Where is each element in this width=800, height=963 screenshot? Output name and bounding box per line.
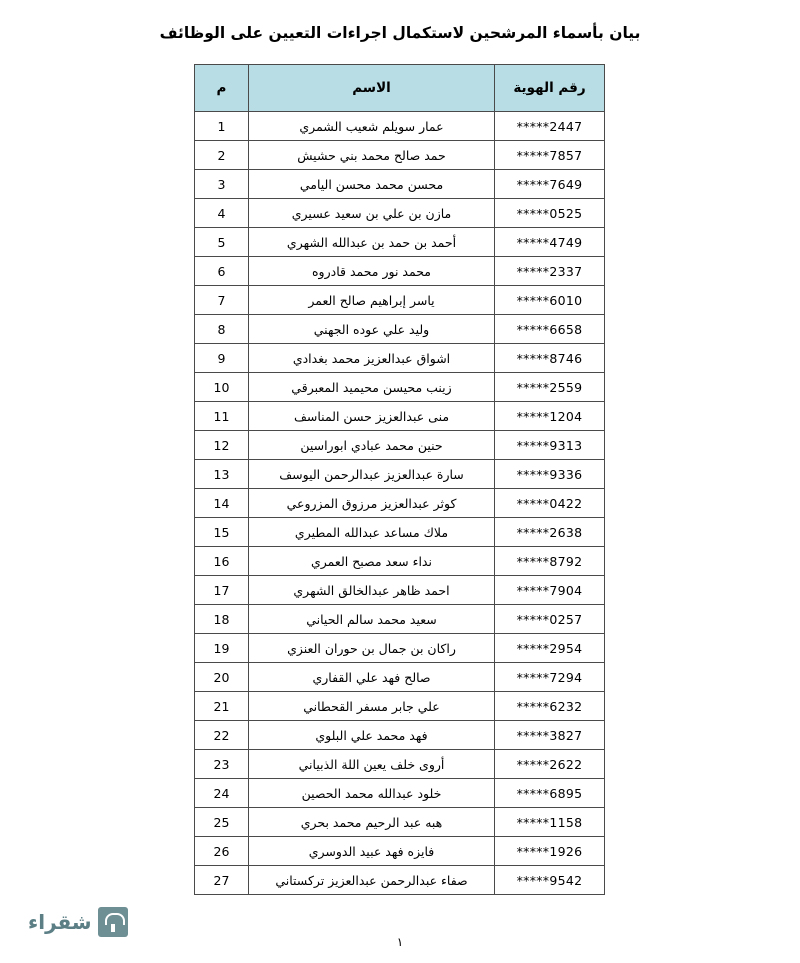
cell-candidate-name: منى عبدالعزيز حسن المناسف (249, 402, 495, 431)
cell-id-number: *****9336 (495, 460, 605, 489)
cell-id-number: *****9542 (495, 866, 605, 895)
table-row (195, 460, 605, 489)
cell-id-number: *****9313 (495, 431, 605, 460)
cell-id-number: *****6010 (495, 286, 605, 315)
table-row (195, 112, 605, 141)
table-row (195, 257, 605, 286)
cell-row-number: 27 (195, 866, 249, 895)
table-row (195, 605, 605, 634)
cell-id-number: *****7649 (495, 170, 605, 199)
table-row (195, 344, 605, 373)
cell-row-number: 24 (195, 779, 249, 808)
cell-row-number: 22 (195, 721, 249, 750)
table-body (195, 112, 605, 895)
cell-id-number: *****2447 (495, 112, 605, 141)
cell-candidate-name: راكان بن جمال بن حوران العنزي (249, 634, 495, 663)
cell-candidate-name: حمد صالح محمد بني حشيش (249, 141, 495, 170)
cell-id-number: *****6658 (495, 315, 605, 344)
cell-candidate-name: اشواق عبدالعزيز محمد بغدادي (249, 344, 495, 373)
cell-candidate-name: عمار سويلم شعيب الشمري (249, 112, 495, 141)
table-row (195, 663, 605, 692)
cell-row-number: 15 (195, 518, 249, 547)
cell-candidate-name: زينب محيسن محيميد المعبرقي (249, 373, 495, 402)
cell-id-number: *****2622 (495, 750, 605, 779)
cell-id-number: *****2954 (495, 634, 605, 663)
cell-candidate-name: سارة عبدالعزيز عبدالرحمن اليوسف (249, 460, 495, 489)
candidates-table-wrapper (195, 64, 605, 895)
column-header-name: الاسم (249, 65, 495, 112)
cell-row-number: 20 (195, 663, 249, 692)
cell-row-number: 6 (195, 257, 249, 286)
cell-row-number: 16 (195, 547, 249, 576)
university-logo (28, 907, 128, 937)
table-row (195, 141, 605, 170)
table-row (195, 315, 605, 344)
cell-id-number: *****0257 (495, 605, 605, 634)
logo-label: شقراء (28, 910, 92, 934)
cell-candidate-name: خلود عبدالله محمد الحصين (249, 779, 495, 808)
cell-row-number: 10 (195, 373, 249, 402)
cell-id-number: *****1926 (495, 837, 605, 866)
cell-candidate-name: وليد علي عوده الجهني (249, 315, 495, 344)
cell-candidate-name: صالح فهد علي القفاري (249, 663, 495, 692)
document-page (0, 24, 800, 963)
cell-row-number: 11 (195, 402, 249, 431)
cell-id-number: *****8746 (495, 344, 605, 373)
cell-row-number: 9 (195, 344, 249, 373)
cell-id-number: *****2638 (495, 518, 605, 547)
cell-candidate-name: ياسر إبراهيم صالح العمر (249, 286, 495, 315)
shaqra-logo-icon (98, 907, 128, 937)
cell-row-number: 7 (195, 286, 249, 315)
cell-id-number: *****6232 (495, 692, 605, 721)
table-row (195, 431, 605, 460)
cell-id-number: *****4749 (495, 228, 605, 257)
cell-row-number: 14 (195, 489, 249, 518)
cell-candidate-name: أروى خلف يعين اللة الذبياني (249, 750, 495, 779)
cell-row-number: 21 (195, 692, 249, 721)
table-row (195, 402, 605, 431)
table-row (195, 518, 605, 547)
table-row (195, 228, 605, 257)
cell-candidate-name: ملاك مساعد عبدالله المطيري (249, 518, 495, 547)
cell-candidate-name: محسن محمد محسن اليامي (249, 170, 495, 199)
table-row (195, 199, 605, 228)
cell-candidate-name: أحمد بن حمد بن عبدالله الشهري (249, 228, 495, 257)
cell-row-number: 8 (195, 315, 249, 344)
cell-id-number: *****1158 (495, 808, 605, 837)
table-row (195, 721, 605, 750)
table-row (195, 576, 605, 605)
candidates-table (194, 64, 605, 895)
cell-row-number: 26 (195, 837, 249, 866)
table-row (195, 373, 605, 402)
cell-id-number: *****7904 (495, 576, 605, 605)
column-header-id: رقم الهوية (495, 65, 605, 112)
cell-candidate-name: مازن بن علي بن سعيد عسيري (249, 199, 495, 228)
table-row (195, 547, 605, 576)
table-row (195, 808, 605, 837)
cell-id-number: *****1204 (495, 402, 605, 431)
cell-id-number: *****0525 (495, 199, 605, 228)
table-row (195, 866, 605, 895)
table-header (195, 65, 605, 112)
cell-id-number: *****6895 (495, 779, 605, 808)
table-header-row (195, 65, 605, 112)
table-row (195, 837, 605, 866)
table-row (195, 634, 605, 663)
cell-id-number: *****2337 (495, 257, 605, 286)
cell-id-number: *****2559 (495, 373, 605, 402)
cell-row-number: 2 (195, 141, 249, 170)
cell-candidate-name: كوثر عبدالعزيز مرزوق المزروعي (249, 489, 495, 518)
cell-row-number: 5 (195, 228, 249, 257)
cell-id-number: *****7857 (495, 141, 605, 170)
cell-id-number: *****8792 (495, 547, 605, 576)
cell-row-number: 13 (195, 460, 249, 489)
page-title: بيان بأسماء المرشحين لاستكمال اجراءات التعيين على الوظائف (159, 24, 641, 42)
cell-row-number: 25 (195, 808, 249, 837)
table-row (195, 286, 605, 315)
cell-candidate-name: هبه عبد الرحيم محمد بحري (249, 808, 495, 837)
column-header-no: م (195, 65, 249, 112)
cell-row-number: 17 (195, 576, 249, 605)
cell-row-number: 18 (195, 605, 249, 634)
table-row (195, 489, 605, 518)
cell-candidate-name: سعيد محمد سالم الحياني (249, 605, 495, 634)
cell-row-number: 4 (195, 199, 249, 228)
page-number: ١ (396, 935, 404, 949)
cell-row-number: 19 (195, 634, 249, 663)
cell-id-number: *****3827 (495, 721, 605, 750)
cell-row-number: 1 (195, 112, 249, 141)
cell-candidate-name: نداء سعد مصبح العمري (249, 547, 495, 576)
cell-row-number: 23 (195, 750, 249, 779)
table-row (195, 750, 605, 779)
cell-candidate-name: حنين محمد عبادي ابوراسين (249, 431, 495, 460)
cell-candidate-name: علي جابر مسفر القحطاني (249, 692, 495, 721)
table-row (195, 170, 605, 199)
cell-candidate-name: احمد ظاهر عبدالخالق الشهري (249, 576, 495, 605)
cell-candidate-name: محمد نور محمد قادروه (249, 257, 495, 286)
cell-candidate-name: فهد محمد علي البلوي (249, 721, 495, 750)
table-row (195, 692, 605, 721)
cell-id-number: *****7294 (495, 663, 605, 692)
table-row (195, 779, 605, 808)
cell-id-number: *****0422 (495, 489, 605, 518)
cell-row-number: 3 (195, 170, 249, 199)
cell-candidate-name: فايزه فهد عبيد الدوسري (249, 837, 495, 866)
cell-row-number: 12 (195, 431, 249, 460)
cell-candidate-name: صفاء عبدالرحمن عبدالعزيز تركستاني (249, 866, 495, 895)
